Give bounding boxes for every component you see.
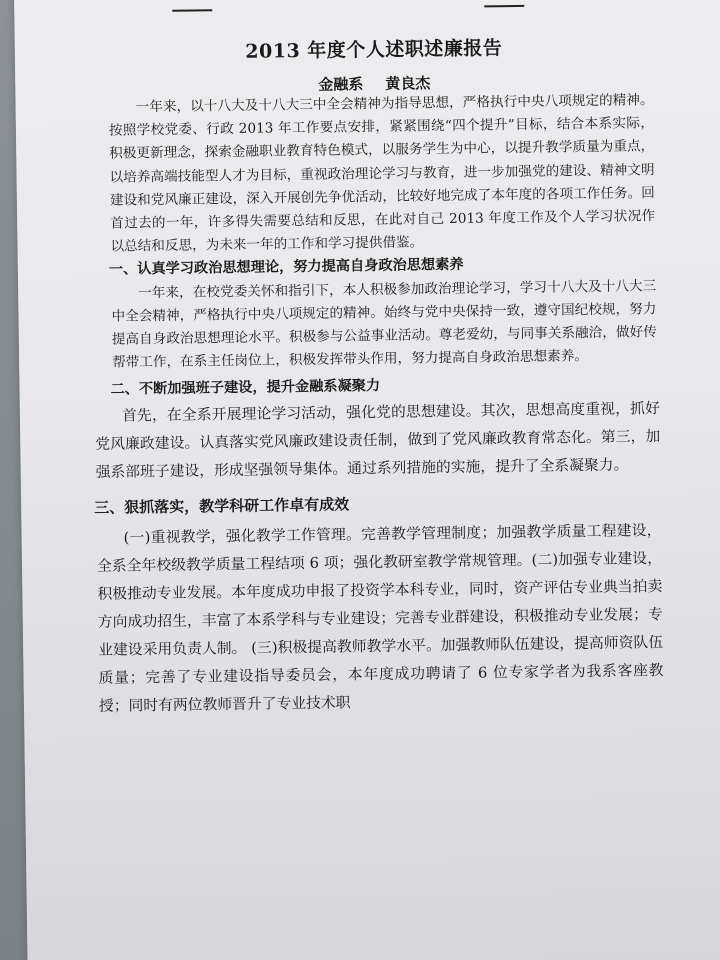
author-name: 黄良杰 <box>385 74 431 93</box>
section-text-3: (一)重视教学，强化教学工作管理。完善教学管理制度；加强教学质量工程建设，全系全年校级教学质量工程结项 6 项；强化教研室教学常规管理。(二)加强专业建设，积极推动专业发展。本年度成功申报了投资学本科专业，同时，资产评估专业典当拍卖方向成功招生，丰富了本系学科与专业建设；完善专业群建设，积极推动专业发展；专业建设采用负责人制。 (三)积极提高教师教学水平。加强教师队伍建设，提高师资队伍质量；完善了专业建设指导委员会，本年度成功聘请了 6 位专家学者为我系客座教授；同时有两位教师晋升了专业技术职 <box>96 521 664 715</box>
section-heading-3: 三、狠抓落实，教学科研工作卓有成效 <box>94 495 350 517</box>
author-department: 金融系 <box>318 75 364 94</box>
intro-text: 一年来，以十八大及十八大三中全会精神为指导思想，严格执行中央八项规定的精神。按照学校党委、行政 2013 年工作要点安排，紧紧围绕“四个提升”目标，结合本系实际，积极更新理念，探索金融职业教育特色模式，以服务学生为中心，以提升教学质量为重点，以培养高端技能型人才为目标，重视政治理论学习与教育，进一步加强党的建设、精神文明建设和党风廉正建设，深入开展创先争优活动，比较好地完成了本年度的各项工作任务。回首过去的一年，许多得失需要总结和反思，在此对自己 2013 年度工作及个人学习状况作以总结和反思，为未来一年的工作和学习提供借鉴。 <box>108 92 656 255</box>
lower-section-block <box>95 395 664 721</box>
section-heading-1: 一、认真学习政治思想理论，努力提高自身政治思想素养 <box>108 257 464 279</box>
intro-paragraph <box>108 89 655 259</box>
section-text-1: 一年来，在校党委关怀和指引下，本人积极参加政治理论学习，学习十八大及十八大三中全会精神，严格执行中央八项规定的精神。始终与党中央保持一致，遵守国纪校规，努力提高自身政治思想理论水平。积极参与公益事业活动。尊老爱幼，与同事关系融洽，做好传帮带工作，在系主任岗位上，积极发挥带头作用，努力提高自身政治思想素养。 <box>111 277 657 371</box>
binding-mark-left <box>172 9 212 12</box>
document-body <box>94 89 664 720</box>
binding-mark-right <box>484 5 524 8</box>
section-heading-2: 二、不断加强班子建设，提升金融系凝聚力 <box>110 378 381 399</box>
section-paragraph-1 <box>111 275 657 375</box>
binding-marks <box>14 0 720 18</box>
document-title: 2013 年度个人述职述廉报告 <box>245 37 503 63</box>
section-paragraph-2 <box>95 395 661 487</box>
section-paragraph-3 <box>96 517 664 721</box>
section-text-2: 首先，在全系开展理论学习活动，强化党的思想建设。其次，思想高度重视，抓好党风廉政建设。认真落实党风廉政建设责任制，做到了党风廉政教育常态化。第三，加强系部班子建设，形成坚强领导集体。通过系列措施的实施，提升了全系凝聚力。 <box>95 399 661 481</box>
document-page <box>14 0 720 960</box>
